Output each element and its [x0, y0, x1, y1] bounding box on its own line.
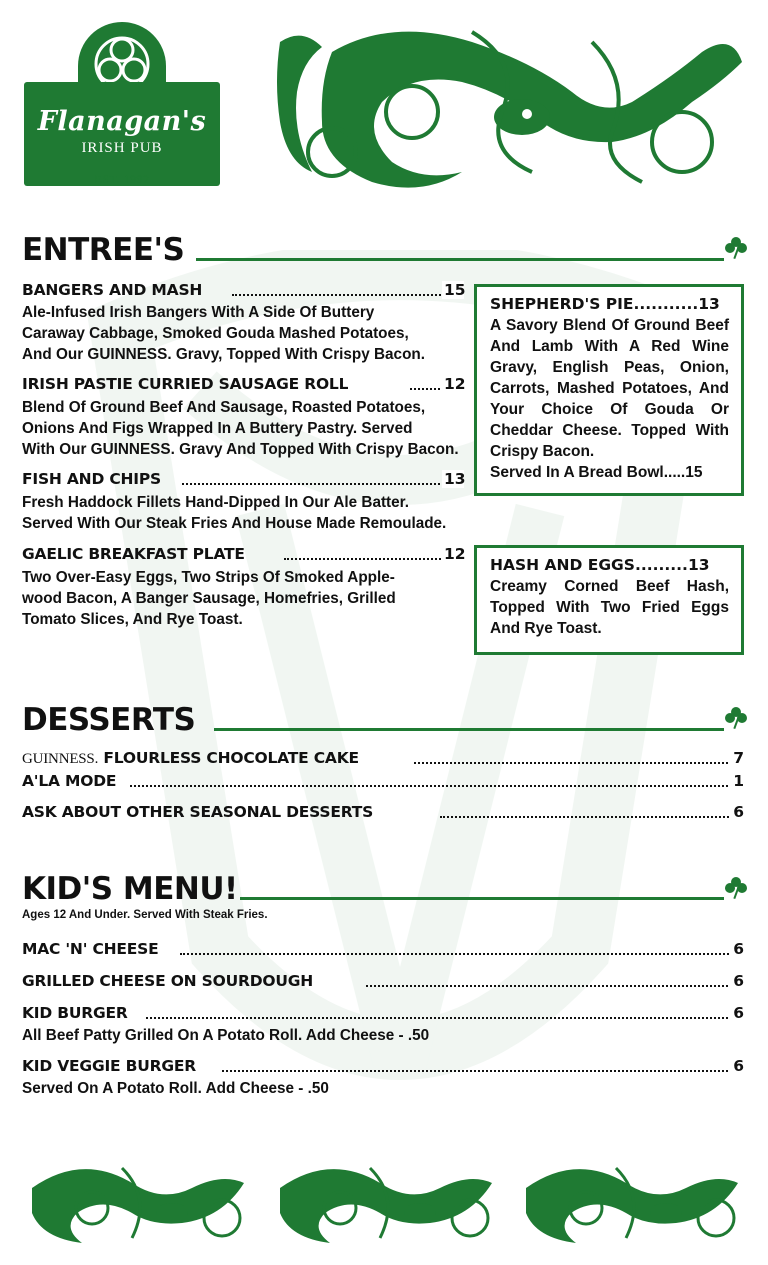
item-name: GRILLED CHEESE ON SOURDOUGH	[22, 972, 314, 990]
section-rule	[214, 728, 724, 731]
dot-leader	[414, 762, 732, 764]
celtic-knotwork-banner	[272, 22, 742, 190]
kids-note: Ages 12 And Under. Served With Steak Fries.	[22, 909, 268, 921]
desc-line: Served With Our Steak Fries And House Made Remoulade.	[22, 515, 447, 532]
section-rule	[240, 897, 724, 900]
item-price: 13	[444, 470, 466, 488]
item-name: A'LA MODE	[22, 772, 117, 790]
desc-line: Blend Of Ground Beef And Sausage, Roasted Potatoes,	[22, 399, 426, 416]
item-price: 13	[698, 295, 720, 313]
item-name: KID VEGGIE BURGER	[22, 1057, 197, 1075]
item-name	[22, 749, 359, 768]
celtic-knotwork-footer	[270, 1158, 498, 1246]
dot-leader: .........	[634, 556, 688, 574]
item-price: 13	[687, 556, 710, 574]
item-price: 6	[730, 1004, 744, 1022]
item-description	[22, 302, 472, 365]
box-item-name: SHEPHERD'S PIE	[490, 295, 634, 313]
shamrock-icon	[724, 706, 748, 730]
item-name: MAC 'N' CHEESE	[22, 940, 159, 958]
item-description	[22, 567, 472, 630]
item-description: Served On A Potato Roll. Add Cheese - .50	[22, 1080, 329, 1097]
item-name: IRISH PASTIE CURRIED SAUSAGE ROLL	[22, 375, 349, 393]
item-price: 6	[730, 803, 744, 821]
item-name: KID BURGER	[22, 1004, 128, 1022]
pub-subtitle: IRISH PUB	[81, 140, 163, 156]
desc-line: Onions And Figs Wrapped In A Buttery Pastry. Served	[22, 420, 413, 437]
desc-line: And Our GUINNESS. Gravy, Topped With Crispy Bacon.	[22, 346, 426, 363]
item-name: GAELIC BREAKFAST PLATE	[22, 545, 245, 563]
pub-logo	[22, 22, 222, 190]
pub-name: Flanagan's	[37, 106, 207, 137]
item-description: All Beef Patty Grilled On A Potato Roll. Add Cheese - .50	[22, 1027, 430, 1044]
dot-leader	[410, 388, 444, 390]
item-price: 6	[730, 1057, 744, 1075]
item-price: 12	[444, 545, 466, 563]
item-price: 6	[730, 972, 744, 990]
desc-line: wood Bacon, A Banger Sausage, Homefries, Grilled	[22, 590, 396, 607]
dot-leader	[180, 953, 732, 955]
item-name: FISH AND CHIPS	[22, 470, 161, 488]
item-price: 15	[444, 281, 466, 299]
dessert-name: FLOURLESS CHOCOLATE CAKE	[103, 749, 359, 767]
item-name	[490, 556, 729, 574]
item-price: 12	[444, 375, 466, 393]
established-year: EST. 1992	[94, 172, 150, 186]
dot-leader	[284, 558, 444, 560]
dot-leader	[222, 1070, 732, 1072]
item-name: BANGERS AND MASH	[22, 281, 203, 299]
box-item-name: HASH AND EGGS	[490, 556, 635, 574]
desc-line: Ale-Infused Irish Bangers With A Side Of Buttery	[22, 304, 375, 321]
shamrock-icon	[724, 236, 748, 260]
dot-leader	[232, 294, 444, 296]
celtic-knotwork-footer	[22, 1158, 250, 1246]
item-description	[22, 397, 472, 460]
item-price: 6	[730, 940, 744, 958]
item-price: 7	[730, 749, 744, 767]
item-description	[22, 492, 522, 534]
item-price: 1	[730, 772, 744, 790]
section-title-entrees: ENTREE'S	[22, 232, 185, 268]
item-name	[490, 295, 729, 313]
section-title-kids: KID'S MENU!	[22, 871, 238, 907]
section-title-desserts: DESSERTS	[22, 702, 196, 738]
special-box-shepherds-pie	[474, 284, 744, 496]
section-rule	[196, 258, 724, 261]
shamrock-icon	[724, 876, 748, 900]
dot-leader	[146, 1017, 732, 1019]
dot-leader	[440, 816, 732, 818]
desc-line: Caraway Cabbage, Smoked Gouda Mashed Potatoes,	[22, 325, 409, 342]
desc-line: Two Over-Easy Eggs, Two Strips Of Smoked Apple-	[22, 569, 395, 586]
dot-leader: ...........	[633, 295, 699, 313]
item-serving-note: Served In A Bread Bowl.....15	[490, 464, 703, 481]
desc-line: With Our GUINNESS. Gravy And Topped With Crispy Bacon.	[22, 441, 459, 458]
desc-line: Tomato Slices, And Rye Toast.	[22, 611, 243, 628]
celtic-knotwork-footer	[516, 1158, 744, 1246]
dot-leader	[182, 483, 444, 485]
item-name: ASK ABOUT OTHER SEASONAL DESSERTS	[22, 803, 374, 821]
item-description: Creamy Corned Beef Hash, Topped With Two Fried Eggs And Rye Toast.	[490, 578, 729, 637]
item-description: A Savory Blend Of Ground Beef And Lamb With A Red Wine Gravy, English Peas, Onion, Carrots, Mashed Potatoes, And Your Choice Of Gouda Or Cheddar Cheese. Topped With Crispy Bacon.	[490, 317, 729, 460]
desc-line: Fresh Haddock Fillets Hand-Dipped In Our Ale Batter.	[22, 494, 410, 511]
dot-leader	[130, 785, 732, 787]
dot-leader	[366, 985, 732, 987]
brand-prefix: GUINNESS.	[22, 751, 99, 767]
special-box-hash-and-eggs	[474, 545, 744, 655]
